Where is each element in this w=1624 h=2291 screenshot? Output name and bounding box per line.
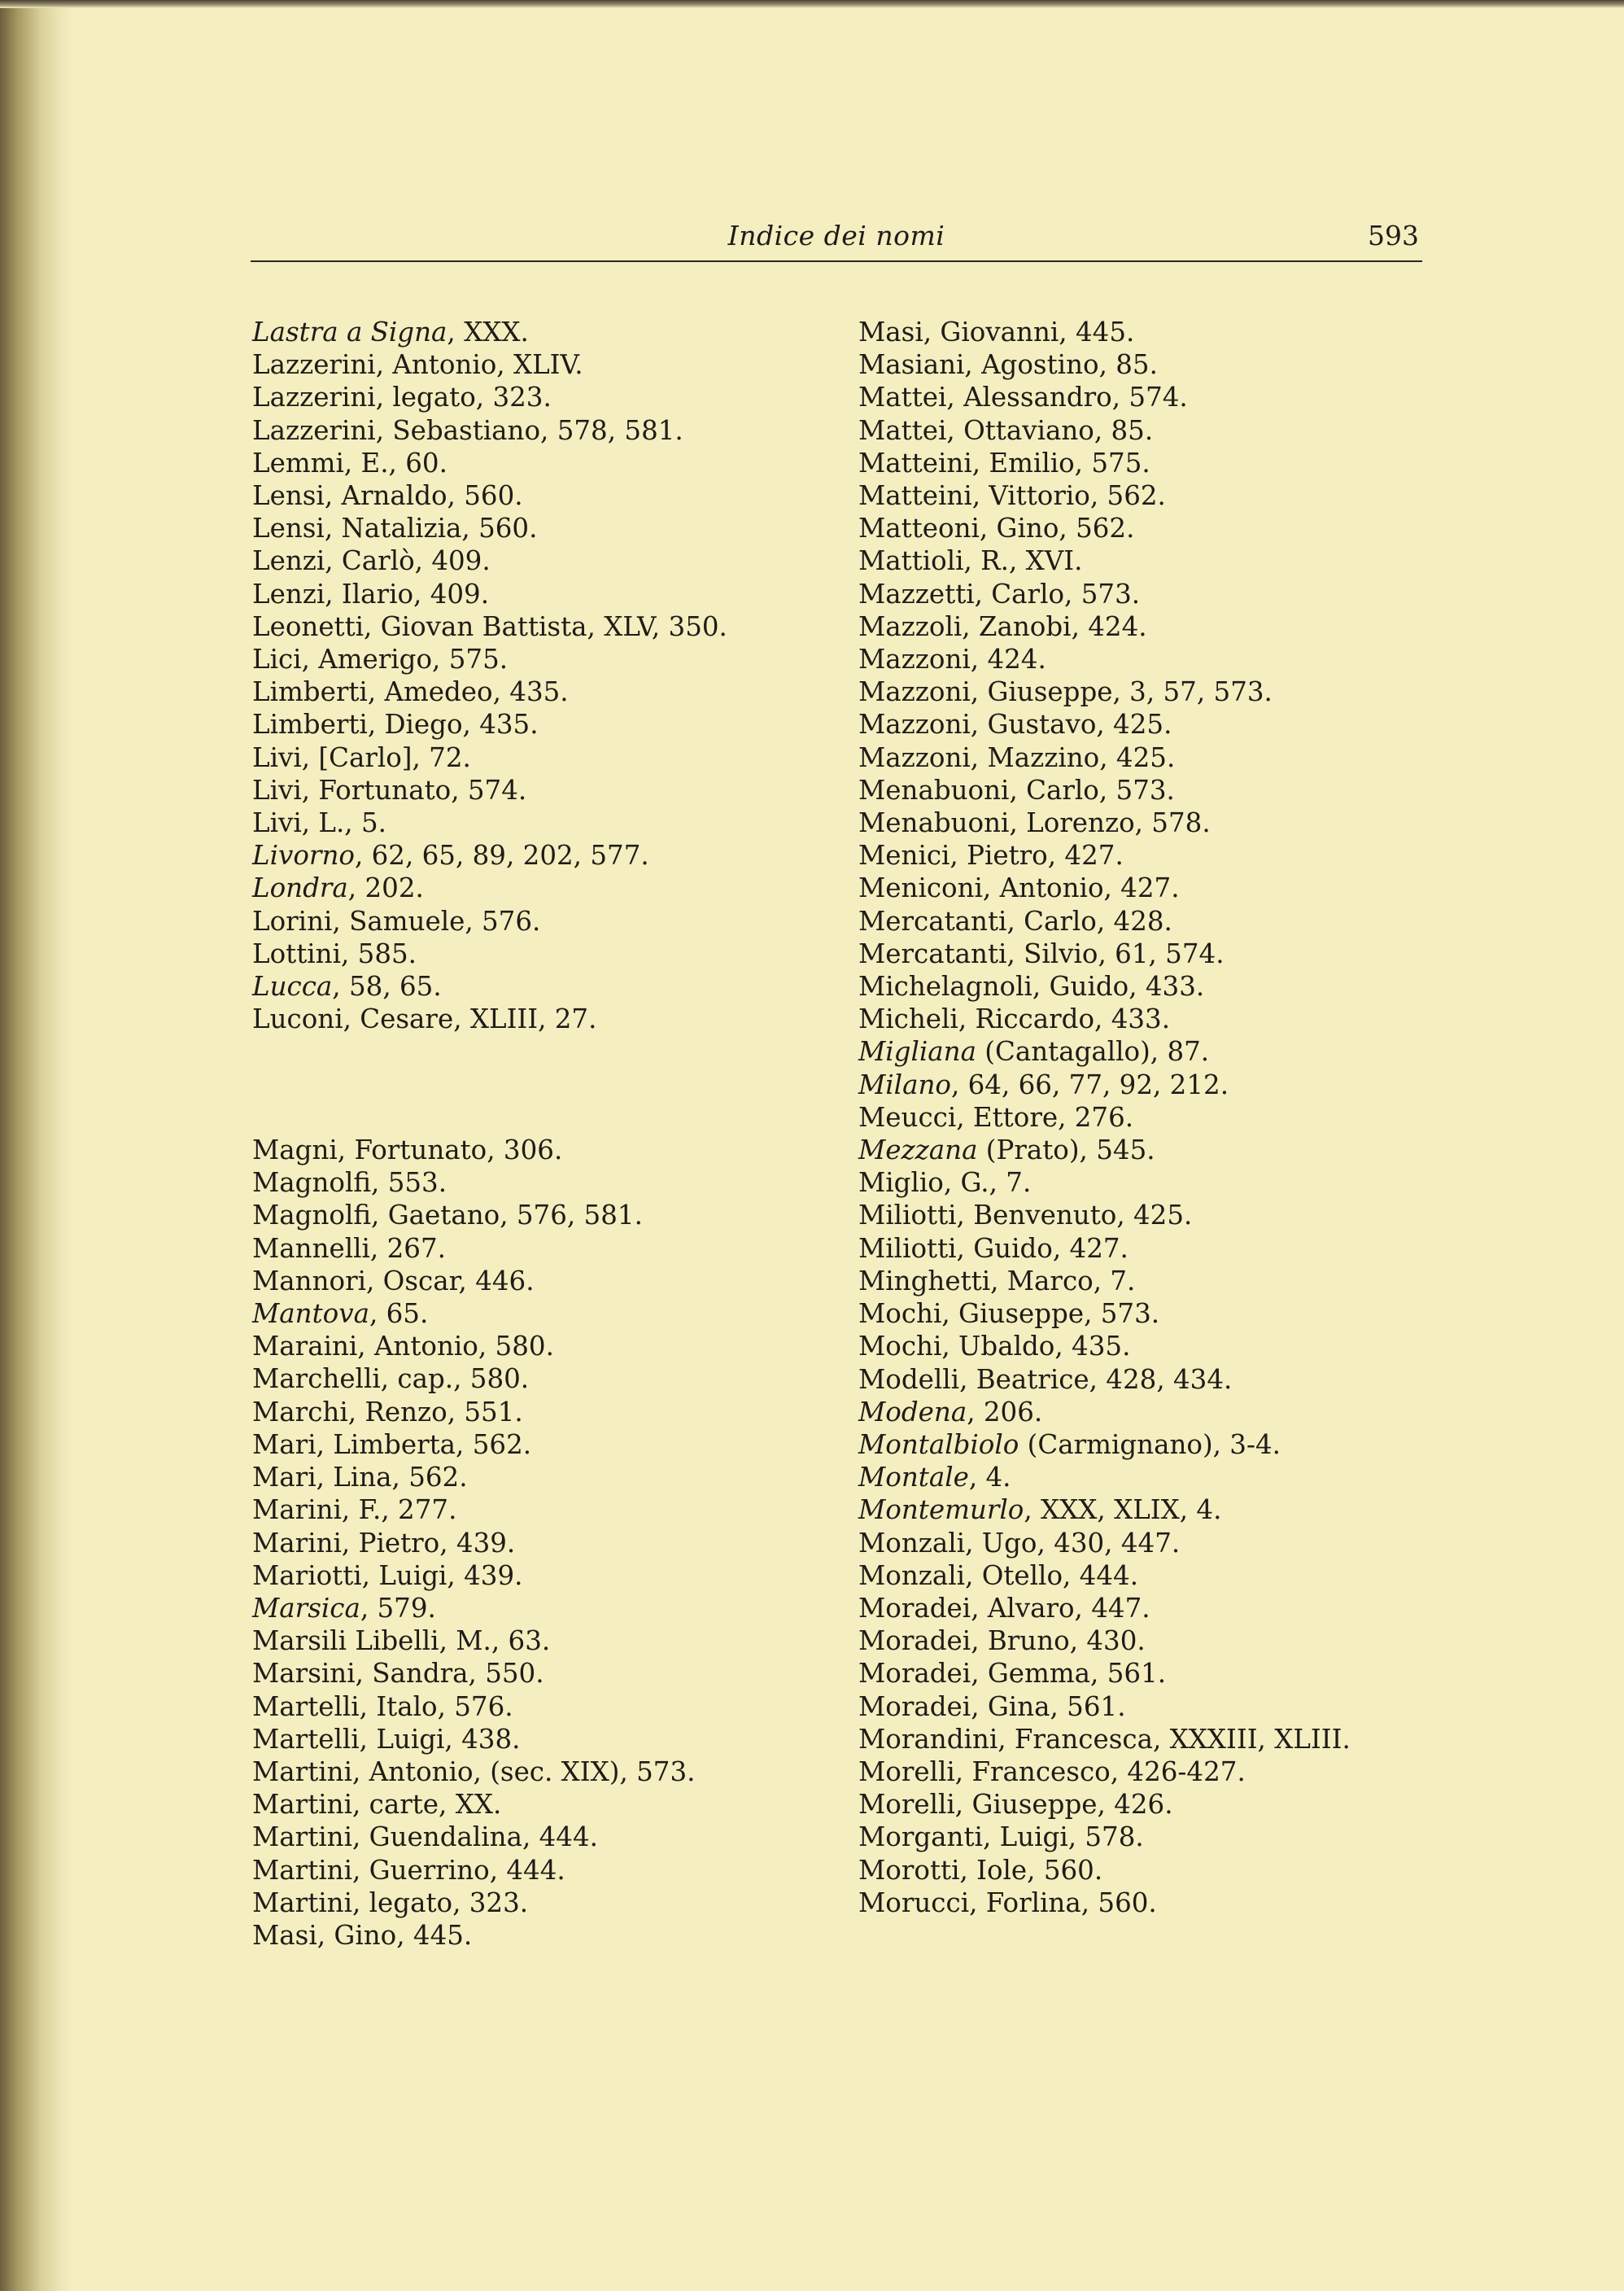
index-entry-text: Luconi, Cesare, XLIII, 27. xyxy=(252,1003,597,1035)
index-entry xyxy=(858,807,1428,839)
index-entry xyxy=(252,1788,822,1821)
index-entry-text: Minghetti, Marco, 7. xyxy=(858,1265,1136,1296)
index-entry-text: Magnolfi, 553. xyxy=(252,1167,447,1199)
index-entry-text: Martelli, Luigi, 438. xyxy=(252,1723,521,1755)
index-entry xyxy=(252,414,822,447)
index-entry-text: Livi, [Carlo], 72. xyxy=(252,741,471,773)
index-entry xyxy=(858,447,1428,479)
index-entry xyxy=(858,839,1428,872)
running-header xyxy=(251,218,1422,262)
index-entry-text: Matteoni, Gino, 562. xyxy=(858,513,1135,544)
index-entry-text: Lensi, Natalizia, 560. xyxy=(252,513,538,544)
index-entry-text: Mariotti, Luigi, 439. xyxy=(252,1559,523,1591)
index-entry xyxy=(252,675,822,708)
index-entry-text: Livi, Fortunato, 574. xyxy=(252,774,527,806)
index-entry xyxy=(252,447,822,479)
index-entry xyxy=(858,1134,1428,1166)
index-entry-text: Masi, Gino, 445. xyxy=(252,1919,473,1951)
index-entry xyxy=(252,1134,822,1166)
index-entry xyxy=(858,675,1428,708)
index-entry-text: Miliotti, Guido, 427. xyxy=(858,1232,1129,1264)
index-entry xyxy=(858,1069,1428,1101)
index-entry-text: Mochi, Ubaldo, 435. xyxy=(858,1331,1131,1362)
index-entry-text: Mazzoli, Zanobi, 424. xyxy=(858,610,1147,642)
index-entry-text: Magnolfi, Gaetano, 576, 581. xyxy=(252,1200,643,1231)
index-entry xyxy=(858,512,1428,544)
index-entry-references: , 4. xyxy=(968,1462,1011,1493)
index-column-left xyxy=(252,316,822,1952)
index-entry-text: Mattei, Alessandro, 574. xyxy=(858,382,1188,413)
index-entry-text: Marchelli, cap., 580. xyxy=(252,1363,530,1395)
index-entry xyxy=(252,1428,822,1461)
index-entry-text: Miglio, G., 7. xyxy=(858,1167,1032,1199)
index-entry-text: Mazzoni, Gustavo, 425. xyxy=(858,709,1172,741)
index-entry xyxy=(252,1854,822,1887)
index-entry xyxy=(252,807,822,839)
index-entry xyxy=(858,544,1428,577)
index-entry-text: Meniconi, Antonio, 427. xyxy=(858,872,1180,904)
index-entry xyxy=(858,348,1428,381)
index-entry xyxy=(858,1723,1428,1755)
index-entry-text: Marini, Pietro, 439. xyxy=(252,1527,516,1559)
index-entry xyxy=(252,381,822,413)
index-entry xyxy=(858,1297,1428,1330)
index-entry xyxy=(858,1624,1428,1657)
index-entry-text: Mannelli, 267. xyxy=(252,1232,446,1264)
index-entry xyxy=(858,1035,1428,1068)
index-entry xyxy=(252,1887,822,1919)
index-entry xyxy=(858,381,1428,413)
index-entry xyxy=(858,1592,1428,1624)
index-entry-text: Martini, Guerrino, 444. xyxy=(252,1854,565,1886)
index-entry xyxy=(252,1166,822,1199)
index-entry-text: Lenzi, Ilario, 409. xyxy=(252,578,490,610)
index-entry xyxy=(252,316,822,348)
index-entry xyxy=(252,1199,822,1231)
index-entry-place: Milano xyxy=(858,1069,951,1100)
index-entry xyxy=(858,643,1428,675)
index-entry-text: Mochi, Giuseppe, 573. xyxy=(858,1298,1160,1330)
index-entry-text: Monzali, Ugo, 430, 447. xyxy=(858,1527,1181,1559)
index-entry-text: Mattioli, R., XVI. xyxy=(858,545,1083,577)
index-entry-references: , 58, 65. xyxy=(332,971,442,1003)
index-entry xyxy=(858,1166,1428,1199)
index-entry-text: Lazzerini, Antonio, XLIV. xyxy=(252,349,583,381)
index-entry-text: Moradei, Gemma, 561. xyxy=(858,1658,1167,1690)
index-entry-references: , 579. xyxy=(360,1592,436,1624)
index-entry-place: Mantova xyxy=(252,1298,369,1330)
page-number: 593 xyxy=(1368,220,1419,251)
index-entry xyxy=(252,1003,822,1035)
index-entry-text: Lemmi, E., 60. xyxy=(252,447,447,479)
index-entry xyxy=(252,774,822,807)
index-entry-text: Maraini, Antonio, 580. xyxy=(252,1331,554,1362)
index-entry-text: Mari, Limberta, 562. xyxy=(252,1428,532,1460)
index-entry-references: , 202. xyxy=(347,872,424,904)
index-entry xyxy=(858,578,1428,610)
index-entry-text: Mazzoni, 424. xyxy=(858,644,1046,675)
index-entry xyxy=(252,1592,822,1624)
index-entry-place: Lastra a Signa xyxy=(252,317,447,348)
index-entry xyxy=(858,1527,1428,1559)
index-entry xyxy=(252,1265,822,1297)
index-entry-text: Michelagnoli, Guido, 433. xyxy=(858,971,1205,1003)
index-entry-text: Menici, Pietro, 427. xyxy=(858,840,1124,872)
index-entry xyxy=(858,872,1428,904)
index-entry xyxy=(252,643,822,675)
index-entry-text: Morganti, Luigi, 578. xyxy=(858,1821,1144,1853)
index-entry-text: Martelli, Italo, 576. xyxy=(252,1690,513,1722)
index-entry-text: Moradei, Gina, 561. xyxy=(858,1690,1126,1722)
index-entry-text: Mercatanti, Silvio, 61, 574. xyxy=(858,938,1225,969)
index-entry-place: Montale xyxy=(858,1462,969,1493)
index-entry-text: Morandini, Francesca, XXXIII, XLIII. xyxy=(858,1723,1351,1755)
index-entry-text: Mari, Lina, 562. xyxy=(252,1462,468,1493)
index-entry xyxy=(252,1559,822,1592)
index-entry-text: Lazzerini, Sebastiano, 578, 581. xyxy=(252,414,683,446)
index-entry-text: Lottini, 585. xyxy=(252,938,417,969)
index-entry xyxy=(858,1396,1428,1428)
index-entry-text: Limberti, Diego, 435. xyxy=(252,709,539,741)
index-entry-text: Moradei, Alvaro, 447. xyxy=(858,1592,1150,1624)
index-entry xyxy=(858,1755,1428,1788)
index-entry-text: Monzali, Otello, 444. xyxy=(858,1559,1139,1591)
index-entry-text: Livi, L., 5. xyxy=(252,807,386,839)
index-entry-text: Modelli, Beatrice, 428, 434. xyxy=(858,1363,1233,1395)
index-entry xyxy=(858,741,1428,774)
index-entry-text: Micheli, Riccardo, 433. xyxy=(858,1003,1171,1035)
index-entry xyxy=(858,1821,1428,1853)
index-entry-text: Mazzoni, Mazzino, 425. xyxy=(858,741,1176,773)
index-entry-text: Limberti, Amedeo, 435. xyxy=(252,676,569,708)
index-entry xyxy=(252,544,822,577)
index-entry xyxy=(252,1297,822,1330)
book-spine-shadow xyxy=(0,0,73,2291)
index-entry xyxy=(252,1821,822,1853)
index-entry-text: Leonetti, Giovan Battista, XLV, 350. xyxy=(252,610,727,642)
index-entry-text: Meucci, Ettore, 276. xyxy=(858,1101,1134,1133)
index-entry-text: Magni, Fortunato, 306. xyxy=(252,1135,563,1166)
index-entry-text: Marchi, Renzo, 551. xyxy=(252,1396,523,1428)
index-entry xyxy=(858,905,1428,938)
index-entry xyxy=(252,741,822,774)
index-entry xyxy=(252,348,822,381)
index-entry-text: Marsili Libelli, M., 63. xyxy=(252,1625,551,1657)
index-entry-text: Morotti, Iole, 560. xyxy=(858,1854,1103,1886)
index-entry-text: Martini, legato, 323. xyxy=(252,1887,529,1918)
index-entry xyxy=(252,1362,822,1395)
index-entry-text: Mannori, Oscar, 446. xyxy=(252,1265,535,1296)
index-entry-text: Martini, Guendalina, 444. xyxy=(252,1821,598,1853)
index-entry xyxy=(252,1919,822,1952)
index-entry-references: (Prato), 545. xyxy=(977,1135,1155,1166)
index-entry-text: Lazzerini, legato, 323. xyxy=(252,382,552,413)
index-entry-text: Martini, Antonio, (sec. XIX), 573. xyxy=(252,1755,696,1787)
index-entry-place: Montemurlo xyxy=(858,1494,1024,1526)
index-entry xyxy=(858,1003,1428,1035)
index-entry xyxy=(252,1232,822,1265)
index-entry-text: Moradei, Bruno, 430. xyxy=(858,1625,1146,1657)
index-entry xyxy=(858,1461,1428,1493)
index-entry-text: Masi, Giovanni, 445. xyxy=(858,317,1135,348)
index-entry xyxy=(252,610,822,643)
index-entry xyxy=(858,1199,1428,1231)
index-entry xyxy=(252,578,822,610)
index-entry-place: Marsica xyxy=(252,1592,360,1624)
index-entry xyxy=(252,512,822,544)
index-entry xyxy=(858,1265,1428,1297)
index-entry-text: Marini, F., 277. xyxy=(252,1494,457,1526)
index-entry xyxy=(858,1559,1428,1592)
index-entry xyxy=(252,905,822,938)
index-entry xyxy=(858,1690,1428,1723)
index-entry-references: , 64, 66, 77, 92, 212. xyxy=(950,1069,1229,1100)
index-entry-references: (Carmignano), 3-4. xyxy=(1019,1428,1281,1460)
index-entry-text: Miliotti, Benvenuto, 425. xyxy=(858,1200,1193,1231)
index-entry xyxy=(858,1788,1428,1821)
index-entry-text: Lensi, Arnaldo, 560. xyxy=(252,480,523,512)
index-entry xyxy=(252,1396,822,1428)
index-entry xyxy=(858,1887,1428,1919)
index-entry-text: Lenzi, Carlò, 409. xyxy=(252,545,491,577)
letter-section-gap xyxy=(252,1035,822,1134)
index-entry-place: Livorno xyxy=(252,840,355,872)
index-entry xyxy=(858,1493,1428,1526)
index-entry-text: Menabuoni, Carlo, 573. xyxy=(858,774,1175,806)
index-entry-references: (Cantagallo), 87. xyxy=(976,1036,1210,1068)
index-entry xyxy=(858,938,1428,970)
index-entry-place: Mezzana xyxy=(858,1135,978,1166)
index-entry xyxy=(252,1657,822,1690)
index-entry xyxy=(252,1755,822,1788)
index-entry xyxy=(858,1232,1428,1265)
index-entry-text: Marsini, Sandra, 550. xyxy=(252,1658,544,1690)
index-entry xyxy=(252,970,822,1003)
index-entry-text: Morucci, Forlina, 560. xyxy=(858,1887,1157,1918)
index-entry xyxy=(252,1330,822,1362)
index-entry xyxy=(858,316,1428,348)
index-entry xyxy=(252,872,822,904)
index-entry xyxy=(858,1657,1428,1690)
index-entry xyxy=(252,1624,822,1657)
index-entry xyxy=(858,970,1428,1003)
index-entry-text: Mazzoni, Giuseppe, 3, 57, 573. xyxy=(858,676,1273,708)
index-entry xyxy=(252,1493,822,1526)
index-entry xyxy=(858,1330,1428,1362)
index-entry xyxy=(252,938,822,970)
index-entry xyxy=(252,839,822,872)
index-entry-place: Montalbiolo xyxy=(858,1428,1019,1460)
index-entry-text: Matteini, Vittorio, 562. xyxy=(858,480,1166,512)
index-entry xyxy=(858,1428,1428,1461)
index-entry-references: , XXX. xyxy=(447,317,529,348)
index-entry-text: Menabuoni, Lorenzo, 578. xyxy=(858,807,1211,839)
index-entry-text: Lici, Amerigo, 575. xyxy=(252,644,509,675)
index-entry xyxy=(252,479,822,512)
index-entry-text: Lorini, Samuele, 576. xyxy=(252,905,541,937)
index-entry xyxy=(858,414,1428,447)
index-entry-text: Martini, carte, XX. xyxy=(252,1789,502,1821)
index-entry xyxy=(252,1527,822,1559)
index-column-right xyxy=(858,316,1428,1919)
index-entry xyxy=(252,1723,822,1755)
index-entry-text: Morelli, Francesco, 426-427. xyxy=(858,1755,1246,1787)
index-entry-references: , 206. xyxy=(967,1396,1043,1428)
index-entry-text: Mercatanti, Carlo, 428. xyxy=(858,905,1172,937)
index-entry-references: , 65. xyxy=(369,1298,429,1330)
index-entry-references: , XXX, XLIX, 4. xyxy=(1024,1494,1222,1526)
index-entry xyxy=(858,610,1428,643)
index-entry-text: Mazzetti, Carlo, 573. xyxy=(858,578,1141,610)
index-entry-place: Londra xyxy=(252,872,348,904)
index-entry-text: Morelli, Giuseppe, 426. xyxy=(858,1789,1173,1821)
index-entry-text: Mattei, Ottaviano, 85. xyxy=(858,414,1154,446)
index-entry xyxy=(252,708,822,741)
index-entry xyxy=(252,1461,822,1493)
index-entry-place: Modena xyxy=(858,1396,967,1428)
index-entry xyxy=(858,479,1428,512)
index-entry-place: Migliana xyxy=(858,1036,976,1068)
index-entry-references: , 62, 65, 89, 202, 577. xyxy=(354,840,649,872)
index-entry-text: Matteini, Emilio, 575. xyxy=(858,447,1150,479)
index-entry xyxy=(858,1101,1428,1134)
page-title: Indice dei nomi xyxy=(727,220,945,251)
index-entry-text: Masiani, Agostino, 85. xyxy=(858,349,1158,381)
index-entry xyxy=(858,1854,1428,1887)
index-entry xyxy=(858,1363,1428,1396)
index-entry xyxy=(252,1690,822,1723)
page-top-edge xyxy=(0,0,1624,8)
index-entry-place: Lucca xyxy=(252,971,333,1003)
index-entry xyxy=(858,774,1428,807)
index-entry xyxy=(858,708,1428,741)
